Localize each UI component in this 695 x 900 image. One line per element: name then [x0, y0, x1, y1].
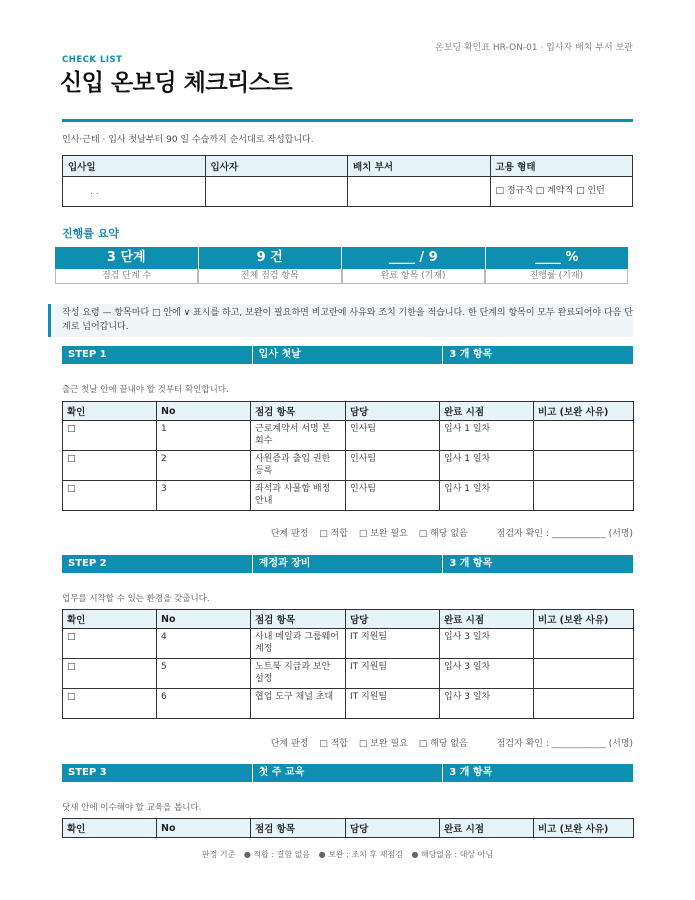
intro-text: 인사·근태 · 입사 첫날부터 90 일 수습까지 순서대로 작성합니다.	[62, 135, 314, 145]
footer-item-fix: ● 보완 : 조치 후 재점검	[318, 850, 403, 859]
table-row	[63, 689, 634, 719]
checkbox[interactable]: □	[63, 629, 157, 659]
step-1-label: STEP 1	[62, 346, 253, 364]
info-value-employment-type[interactable]: □ 정규직 □ 계약직 □ 인턴	[490, 177, 633, 207]
info-table	[62, 155, 633, 207]
col-header-check: 확인	[63, 402, 157, 421]
table-row	[63, 659, 634, 689]
footer-item-na: ● 해당없음 : 대상 아님	[411, 850, 494, 859]
step-2-desc: 업무를 시작할 수 있는 환경을 갖춥니다.	[62, 594, 210, 604]
col-header-remark: 비고 (보완 사유)	[534, 819, 634, 838]
row-owner: IT 지원팀	[346, 689, 440, 719]
row-owner: 인사팀	[346, 451, 440, 481]
step-2-table	[62, 609, 634, 719]
checkbox[interactable]: □	[63, 421, 157, 451]
col-header-check: 확인	[63, 819, 157, 838]
row-remark[interactable]	[534, 421, 634, 451]
step-3-desc: 닷새 안에 이수해야 할 교육을 봅니다.	[62, 803, 202, 813]
step-2-label: STEP 2	[62, 555, 253, 573]
step-3-bar	[62, 764, 633, 782]
checkbox[interactable]: □	[63, 659, 157, 689]
row-owner: 인사팀	[346, 421, 440, 451]
row-remark[interactable]	[534, 481, 634, 511]
step-1-table	[62, 401, 634, 511]
summary-value-steps: 3 단계	[55, 247, 199, 269]
step-3-label: STEP 3	[62, 764, 253, 782]
col-header-no: No	[157, 402, 251, 421]
info-value-hire-date[interactable]	[63, 177, 206, 207]
step-2-name: 계정과 장비	[253, 555, 444, 573]
info-header-hire-date: 입사일	[63, 156, 206, 177]
row-no: 4	[157, 629, 251, 659]
col-header-item: 점검 항목	[251, 402, 346, 421]
step-2-count: 3 개 항목	[449, 558, 493, 569]
col-header-item: 점검 항목	[251, 819, 346, 838]
col-header-owner: 담당	[346, 819, 440, 838]
col-header-due: 완료 시점	[440, 610, 534, 629]
row-due: 입사 3 일차	[440, 629, 534, 659]
step-3-table	[62, 818, 634, 838]
step-1-desc: 출근 첫날 안에 끝내야 할 것부터 확인합니다.	[62, 385, 229, 395]
step-3-count: 3 개 항목	[449, 767, 493, 778]
col-header-no: No	[157, 819, 251, 838]
row-remark[interactable]	[534, 659, 634, 689]
footer-item-pass: ● 적합 : 결함 없음	[243, 850, 311, 859]
col-header-owner: 담당	[346, 610, 440, 629]
judge-label: 단계 판정	[270, 529, 309, 539]
table-row	[63, 421, 634, 451]
row-owner: IT 지원팀	[346, 629, 440, 659]
judge-signer[interactable]: 점검자 확인 : ____________ (서명)	[496, 739, 633, 749]
summary-value-done[interactable]: ____ / 9	[342, 247, 486, 269]
summary-value-rate[interactable]: ____ %	[486, 247, 629, 269]
table-row	[63, 481, 634, 511]
col-header-remark: 비고 (보완 사유)	[534, 610, 634, 629]
title-rule	[62, 119, 633, 122]
row-due: 입사 1 일차	[440, 481, 534, 511]
footer-label: 판정 기준	[201, 850, 236, 859]
col-header-item: 점검 항목	[251, 610, 346, 629]
row-item: 사원증과 출입 권한 등록	[251, 451, 346, 481]
row-no: 5	[157, 659, 251, 689]
row-due: 입사 1 일차	[440, 451, 534, 481]
row-item: 근로계약서 서명 본 회수	[251, 421, 346, 451]
checkbox[interactable]: □	[63, 689, 157, 719]
col-header-due: 완료 시점	[440, 819, 534, 838]
judge-option-pass[interactable]: □ 적합	[319, 529, 348, 539]
judge-option-na[interactable]: □ 해당 없음	[418, 529, 468, 539]
row-item: 노트북 지급과 보안 설정	[251, 659, 346, 689]
table-row	[63, 629, 634, 659]
row-no: 1	[157, 421, 251, 451]
step-3-name: 첫 주 교육	[253, 764, 444, 782]
row-no: 2	[157, 451, 251, 481]
row-remark[interactable]	[534, 689, 634, 719]
judge-option-fix[interactable]: □ 보완 필요	[358, 739, 408, 749]
step-2-judgement	[62, 736, 633, 749]
judge-option-na[interactable]: □ 해당 없음	[418, 739, 468, 749]
document-code: 온보딩 확인표 HR-ON-01 · 입사자 배치 부서 보관	[435, 43, 633, 53]
checkbox[interactable]: □	[63, 451, 157, 481]
row-due: 입사 1 일차	[440, 421, 534, 451]
step-1-bar	[62, 346, 633, 364]
row-due: 입사 3 일차	[440, 689, 534, 719]
step-2-bar	[62, 555, 633, 573]
summary-caption-rate: 진행률 (기재)	[485, 269, 628, 284]
row-item: 좌석과 사물함 배정 안내	[251, 481, 346, 511]
page-title: 신입 온보딩 체크리스트	[60, 70, 293, 96]
info-value-employee[interactable]	[205, 177, 348, 207]
progress-summary	[55, 247, 628, 284]
checkbox[interactable]: □	[63, 481, 157, 511]
row-no: 3	[157, 481, 251, 511]
row-item: 사내 메일과 그룹웨어 계정	[251, 629, 346, 659]
row-owner: 인사팀	[346, 481, 440, 511]
summary-value-items: 9 건	[199, 247, 343, 269]
summary-caption-steps: 점검 단계 수	[55, 269, 198, 284]
hire-date-value: . .	[90, 186, 99, 197]
info-value-department[interactable]	[348, 177, 491, 207]
row-owner: IT 지원팀	[346, 659, 440, 689]
row-remark[interactable]	[534, 451, 634, 481]
row-no: 6	[157, 689, 251, 719]
summary-caption-done: 완료 항목 (기재)	[342, 269, 485, 284]
info-header-employment-type: 고용 형태	[490, 156, 633, 177]
col-header-owner: 담당	[346, 402, 440, 421]
row-item: 협업 도구 채널 초대	[251, 689, 346, 719]
eyebrow-label: CHECK LIST	[62, 55, 123, 65]
judge-label: 단계 판정	[270, 739, 309, 749]
judge-option-pass[interactable]: □ 적합	[319, 739, 348, 749]
instruction-note: 작성 요령 — 항목마다 □ 안에 ∨ 표시를 하고, 보완이 필요하면 비고란에 사유와 조치 기한을 적습니다. 한 단계의 항목이 모두 완료되어야 다음 단계로 넘어갑니다.	[48, 304, 633, 337]
footer-legend	[0, 849, 695, 860]
summary-caption-items: 전체 점검 항목	[198, 269, 341, 284]
step-1-name: 입사 첫날	[253, 346, 444, 364]
col-header-remark: 비고 (보완 사유)	[534, 402, 634, 421]
row-due: 입사 3 일차	[440, 659, 534, 689]
table-row	[63, 451, 634, 481]
step-1-count: 3 개 항목	[449, 349, 493, 360]
col-header-no: No	[157, 610, 251, 629]
summary-heading: 진행률 요약	[62, 227, 119, 240]
judge-option-fix[interactable]: □ 보완 필요	[358, 529, 408, 539]
row-remark[interactable]	[534, 629, 634, 659]
info-header-employee: 입사자	[205, 156, 348, 177]
judge-signer[interactable]: 점검자 확인 : ____________ (서명)	[496, 529, 633, 539]
col-header-check: 확인	[63, 610, 157, 629]
col-header-due: 완료 시점	[440, 402, 534, 421]
info-header-department: 배치 부서	[348, 156, 491, 177]
step-1-judgement	[62, 526, 633, 539]
